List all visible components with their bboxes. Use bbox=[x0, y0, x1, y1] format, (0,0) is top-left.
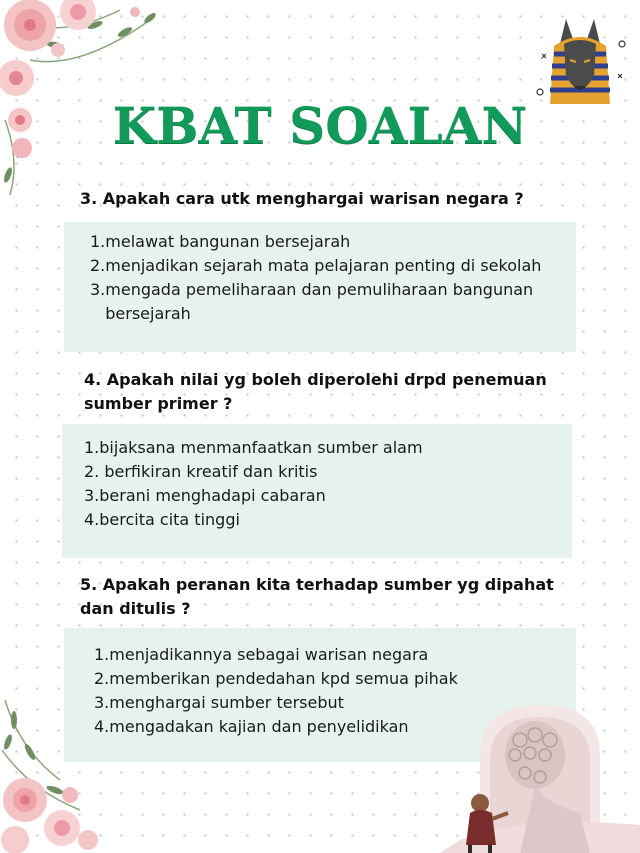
list-item: 2. menjadikan sejarah mata pelajaran penting di sekolah bbox=[90, 256, 542, 275]
answer-box-4 bbox=[62, 424, 572, 558]
list-item: 1. bijaksana menmanfaatkan sumber alam bbox=[84, 438, 423, 457]
pink-flowers-bottom-left-icon bbox=[0, 690, 110, 853]
question-4: 4. Apakah nilai yg boleh diperolehi drpd penemuan sumber primer ? bbox=[84, 370, 547, 413]
list-item: 3. berani menghadapi cabaran bbox=[84, 486, 326, 505]
page-title: KBAT SOALAN bbox=[112, 96, 528, 155]
list-item: 2. berfikiran kreatif dan kritis bbox=[84, 462, 318, 481]
question-5: 5. Apakah peranan kita terhadap sumber yg dipahat dan ditulis ? bbox=[80, 575, 554, 618]
answer-box-3 bbox=[64, 222, 576, 352]
list-item: 4. mengadakan kajian dan penyelidikan bbox=[94, 717, 409, 736]
list-item: 3. menghargai sumber tersebut bbox=[94, 693, 344, 712]
list-item: 3. mengada pemeliharaan dan pemuliharaan bangunan bersejarah bbox=[90, 280, 534, 323]
list-item: 1. melawat bangunan bersejarah bbox=[90, 232, 351, 251]
list-item: 1. menjadikannya sebagai warisan negara bbox=[94, 645, 429, 664]
answer-list-4 bbox=[84, 436, 554, 532]
question-3: 3. Apakah cara utk menghargai warisan negara ? bbox=[80, 189, 524, 208]
list-item: 4. bercita cita tinggi bbox=[84, 510, 240, 529]
answer-list-3 bbox=[90, 230, 560, 326]
list-item: 2. memberikan pendedahan kpd semua pihak bbox=[94, 669, 458, 688]
sculptor-statue-icon bbox=[440, 695, 640, 853]
